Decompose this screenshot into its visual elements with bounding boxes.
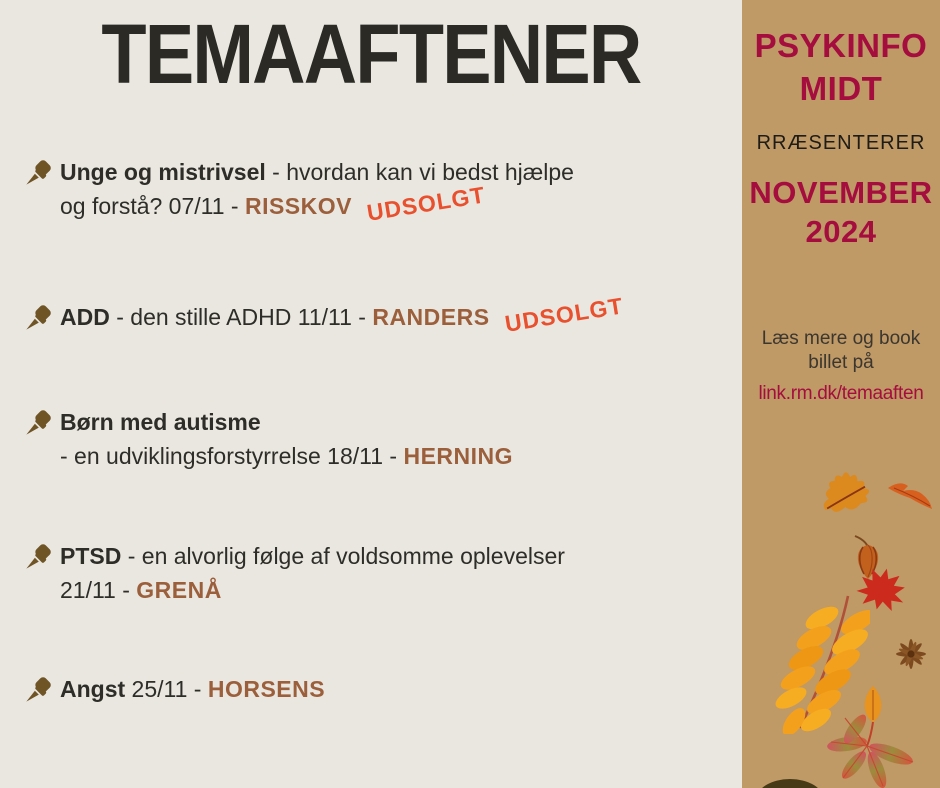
event-name: Unge og mistrivsel [60,159,266,185]
event-item-add [24,292,625,337]
soldout-badge: UDSOLGT [502,292,625,337]
event-month-year [742,173,940,251]
event-city: GRENÅ [136,577,222,603]
pushpin-icon [24,303,52,333]
pushpin-icon [24,542,52,572]
pushpin-icon [24,408,52,438]
brand-line2: MIDT [799,70,883,107]
event-name: Børn med autisme [60,409,261,435]
event-text [60,672,325,706]
month-label: NOVEMBER [749,175,933,210]
event-text [60,539,565,607]
sidebar [742,0,940,788]
soldout-badge: UDSOLGT [365,181,488,226]
cta-text: Læs mere og book billet på [761,328,921,373]
small-red-leaf-icon [886,478,934,514]
poster-title: TEMAAFTENER [101,7,641,101]
event-city: RISSKOV [244,193,352,219]
event-line2: og forstå? 07/11 - RISSKOV UDSOLGT [60,189,574,223]
event-item-angst [24,672,325,706]
event-name: ADD [60,304,110,330]
dark-cone-edge-icon [752,774,824,788]
pushpin-icon [24,675,52,705]
star-anise-icon [892,638,930,670]
booking-link[interactable]: link.rm.dk/temaaften [758,383,924,404]
presents-label: RRÆSENTERER [756,132,926,154]
event-line1: ADD - den stille ADHD 11/11 - RANDERS UDSOLGT [60,300,623,334]
event-name: Angst [60,676,126,702]
brand-name [742,24,940,110]
event-line1: PTSD - en alvorlig følge af voldsomme oplevelser [60,543,565,569]
event-city: RANDERS [372,304,490,330]
event-text [60,292,625,337]
event-text [60,405,513,473]
event-item-unge-og-mistrivsel [24,155,574,226]
event-line1 [60,405,513,439]
event-city: HERNING [403,443,514,469]
event-name: PTSD [60,543,122,569]
oak-leaf-icon [818,466,878,520]
event-line1: Unge og mistrivsel - hvordan kan vi bedst hjælpe [60,159,574,185]
event-text [60,155,574,226]
pushpin-icon [24,158,52,188]
year-label: 2024 [805,214,877,249]
event-line1: Angst 25/11 - HORSENS [60,676,326,702]
autumn-palmate-leaf-icon [825,682,927,788]
event-item-ptsd [24,539,565,607]
event-line2: - en udviklingsforstyrrelse 18/11 - HERNING [60,443,514,469]
event-line2: 21/11 - GRENÅ [60,577,222,603]
event-city: HORSENS [207,676,326,702]
event-item-boern-med-autisme [24,405,513,473]
brand-line1: PSYKINFO [754,27,928,64]
